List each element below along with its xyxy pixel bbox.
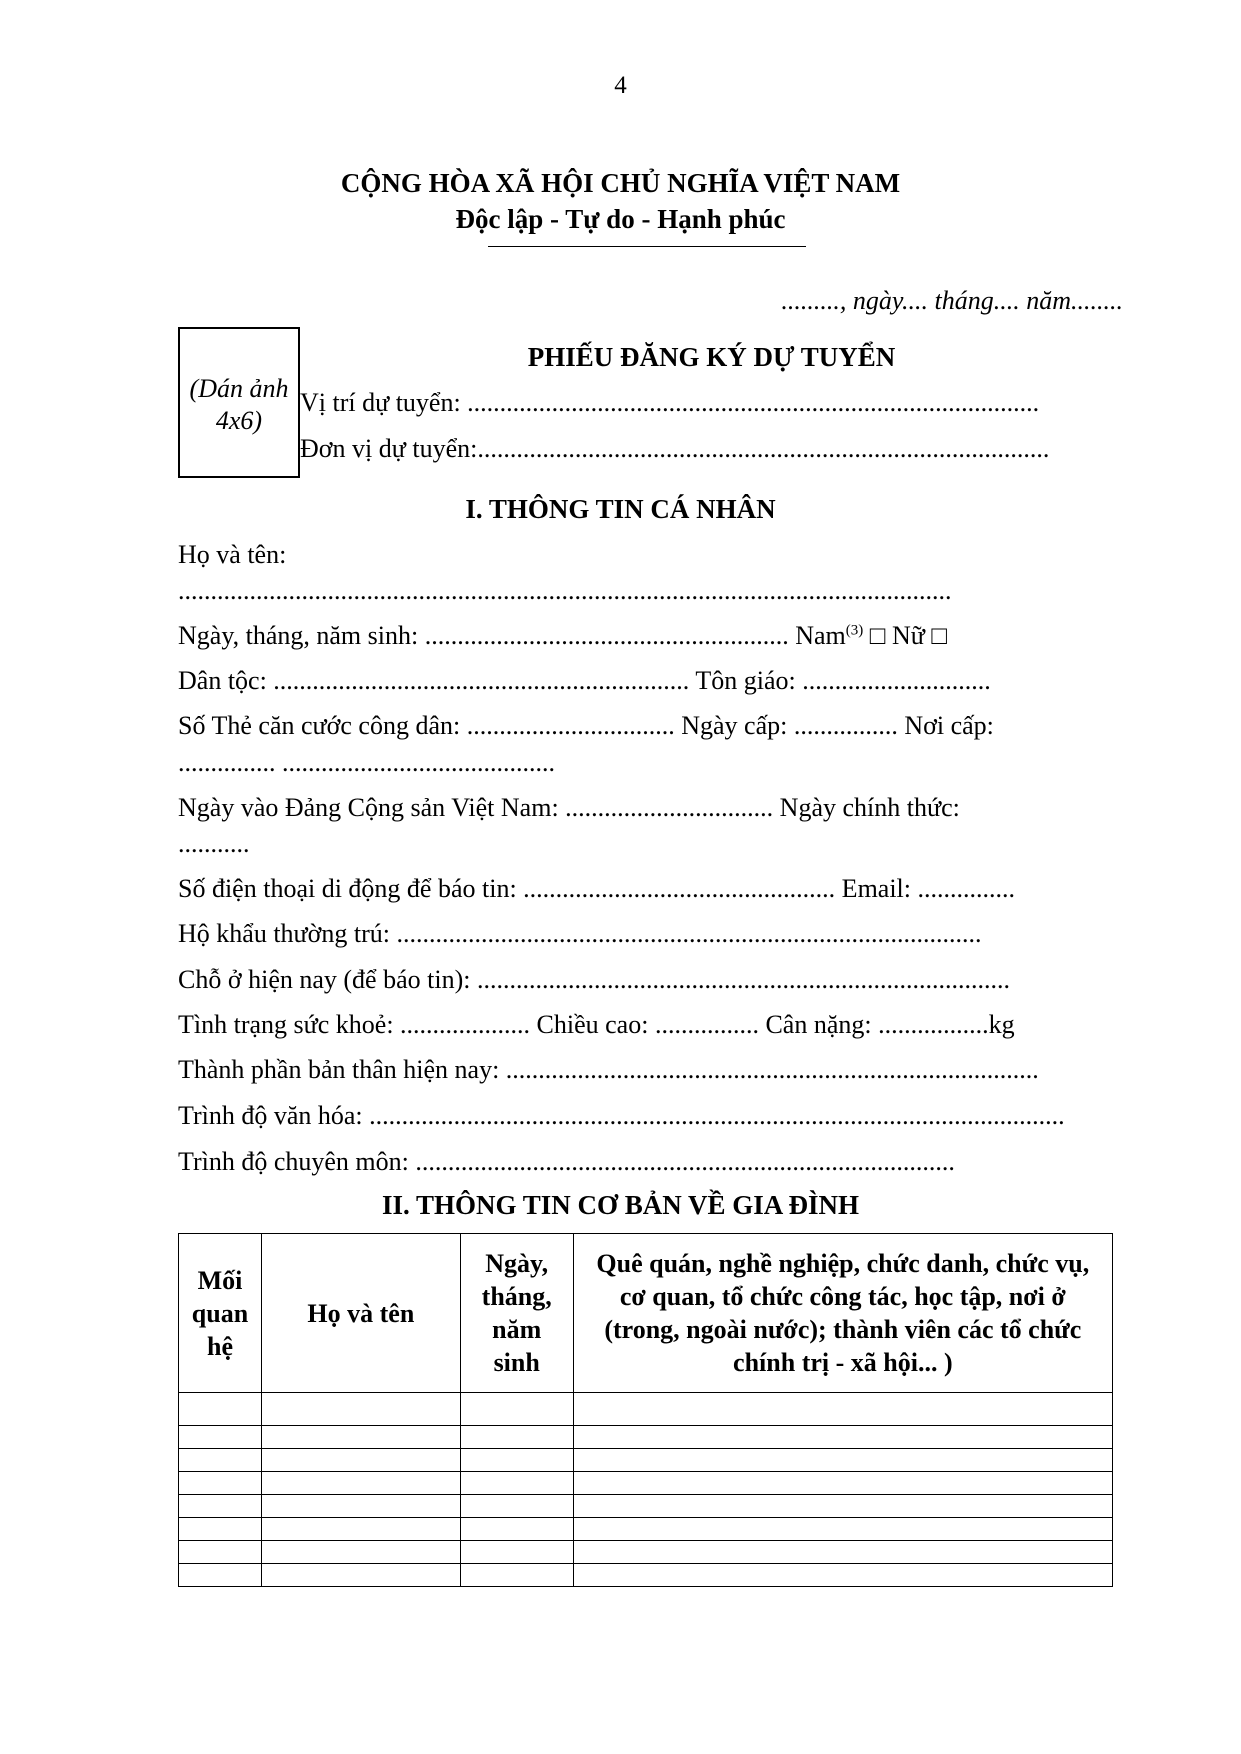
name-dots: .......................................................................................................................: [178, 576, 952, 605]
form-title: PHIẾU ĐĂNG KÝ DỰ TUYỂN: [527, 342, 896, 372]
table-cell[interactable]: [573, 1495, 1112, 1518]
party-cont-line: ...........: [178, 829, 250, 858]
health-line: Tình trạng sức khoẻ: .................... Chiều cao: ................ Cân nặng: .................kg: [178, 1010, 1015, 1039]
table-cell[interactable]: [573, 1541, 1112, 1564]
table-cell[interactable]: [179, 1472, 262, 1495]
party-line: Ngày vào Đảng Cộng sản Việt Nam: ................................ Ngày chính thức:: [178, 793, 960, 822]
table-row: [179, 1541, 1113, 1564]
table-row: [179, 1564, 1113, 1587]
table-cell[interactable]: [573, 1564, 1112, 1587]
table-cell[interactable]: [573, 1426, 1112, 1449]
table-cell[interactable]: [261, 1393, 460, 1426]
table-cell[interactable]: [460, 1449, 573, 1472]
table-row: [179, 1518, 1113, 1541]
table-row: [179, 1449, 1113, 1472]
position-line: Vị trí dự tuyển: ........................................................................................: [300, 388, 1040, 417]
col-birth-date: Ngày, tháng, năm sinh: [460, 1234, 573, 1393]
table-cell[interactable]: [179, 1518, 262, 1541]
background-line: Thành phần bản thân hiện nay: ..................................................................................: [178, 1055, 1039, 1084]
name-label: Họ và tên:: [178, 540, 287, 569]
table-cell[interactable]: [261, 1449, 460, 1472]
table-cell[interactable]: [179, 1393, 262, 1426]
id-card-line: Số Thẻ căn cước công dân: ................................ Ngày cấp: ................ Nơi cấp:: [178, 711, 994, 740]
table-row: [179, 1426, 1113, 1449]
country-heading: CỘNG HÒA XÃ HỘI CHỦ NGHĨA VIỆT NAM: [340, 168, 901, 198]
residence-line: Chỗ ở hiện nay (để báo tin): ..................................................................................: [178, 965, 1010, 994]
table-cell[interactable]: [460, 1541, 573, 1564]
page-number: 4: [614, 72, 627, 99]
motto-underline: [488, 246, 806, 247]
table-cell[interactable]: [179, 1564, 262, 1587]
col-details: Quê quán, nghề nghiệp, chức danh, chức vụ, cơ quan, tổ chức công tác, học tập, nơi ở (trong, ngoài nước); thành viên các tổ chức chính trị - xã hội... ): [573, 1234, 1112, 1393]
dob-text: Ngày, tháng, năm sinh: ........................................................ Nam: [178, 621, 846, 650]
table-cell[interactable]: [460, 1472, 573, 1495]
table-cell[interactable]: [573, 1472, 1112, 1495]
table-cell[interactable]: [573, 1393, 1112, 1426]
professional-line: Trình độ chuyên môn: ...................................................................................: [178, 1147, 955, 1176]
table-cell[interactable]: [261, 1426, 460, 1449]
unit-line: Đơn vị dự tuyển:........................................................................................: [300, 434, 1050, 463]
table-cell[interactable]: [261, 1541, 460, 1564]
table-cell[interactable]: [179, 1495, 262, 1518]
photo-box-line2: 4x6): [215, 406, 263, 435]
table-cell[interactable]: [460, 1495, 573, 1518]
motto-heading: Độc lập - Tự do - Hạnh phúc: [455, 204, 786, 234]
gender-footnote: (3): [845, 622, 864, 639]
id-card-cont-line: ............... ..........................................: [178, 748, 555, 777]
household-line: Hộ khẩu thường trú: ..........................................................................................: [178, 919, 982, 948]
table-cell[interactable]: [261, 1518, 460, 1541]
table-cell[interactable]: [573, 1518, 1112, 1541]
family-table-header: [179, 1234, 1113, 1393]
family-table: [178, 1233, 1113, 1587]
table-cell[interactable]: [261, 1472, 460, 1495]
table-cell[interactable]: [179, 1426, 262, 1449]
gender-options: □ Nữ □: [863, 621, 948, 650]
table-row: [179, 1472, 1113, 1495]
date-line: ........., ngày.... tháng.... năm........: [781, 286, 1123, 315]
photo-box: [178, 327, 300, 478]
table-cell[interactable]: [179, 1541, 262, 1564]
section1-title: I. THÔNG TIN CÁ NHÂN: [465, 494, 776, 524]
table-cell[interactable]: [179, 1449, 262, 1472]
table-cell[interactable]: [460, 1426, 573, 1449]
family-table-body: [179, 1393, 1113, 1587]
education-line: Trình độ văn hóa: ...........................................................................................................: [178, 1101, 1065, 1130]
table-row: [179, 1393, 1113, 1426]
table-cell[interactable]: [261, 1564, 460, 1587]
table-row: [179, 1495, 1113, 1518]
table-cell[interactable]: [460, 1518, 573, 1541]
ethnicity-line: Dân tộc: ................................................................ Tôn giáo: .............................: [178, 666, 991, 695]
col-relationship: Mối quan hệ: [179, 1234, 262, 1393]
table-cell[interactable]: [261, 1495, 460, 1518]
table-cell[interactable]: [460, 1564, 573, 1587]
section2-title: II. THÔNG TIN CƠ BẢN VỀ GIA ĐÌNH: [381, 1190, 860, 1220]
photo-box-line1: (Dán ảnh: [189, 374, 289, 403]
phone-line: Số điện thoại di động để báo tin: ................................................ Email: ...............: [178, 874, 1016, 903]
col-full-name: Họ và tên: [261, 1234, 460, 1393]
dob-line: [178, 621, 947, 651]
table-cell[interactable]: [460, 1393, 573, 1426]
table-cell[interactable]: [573, 1449, 1112, 1472]
